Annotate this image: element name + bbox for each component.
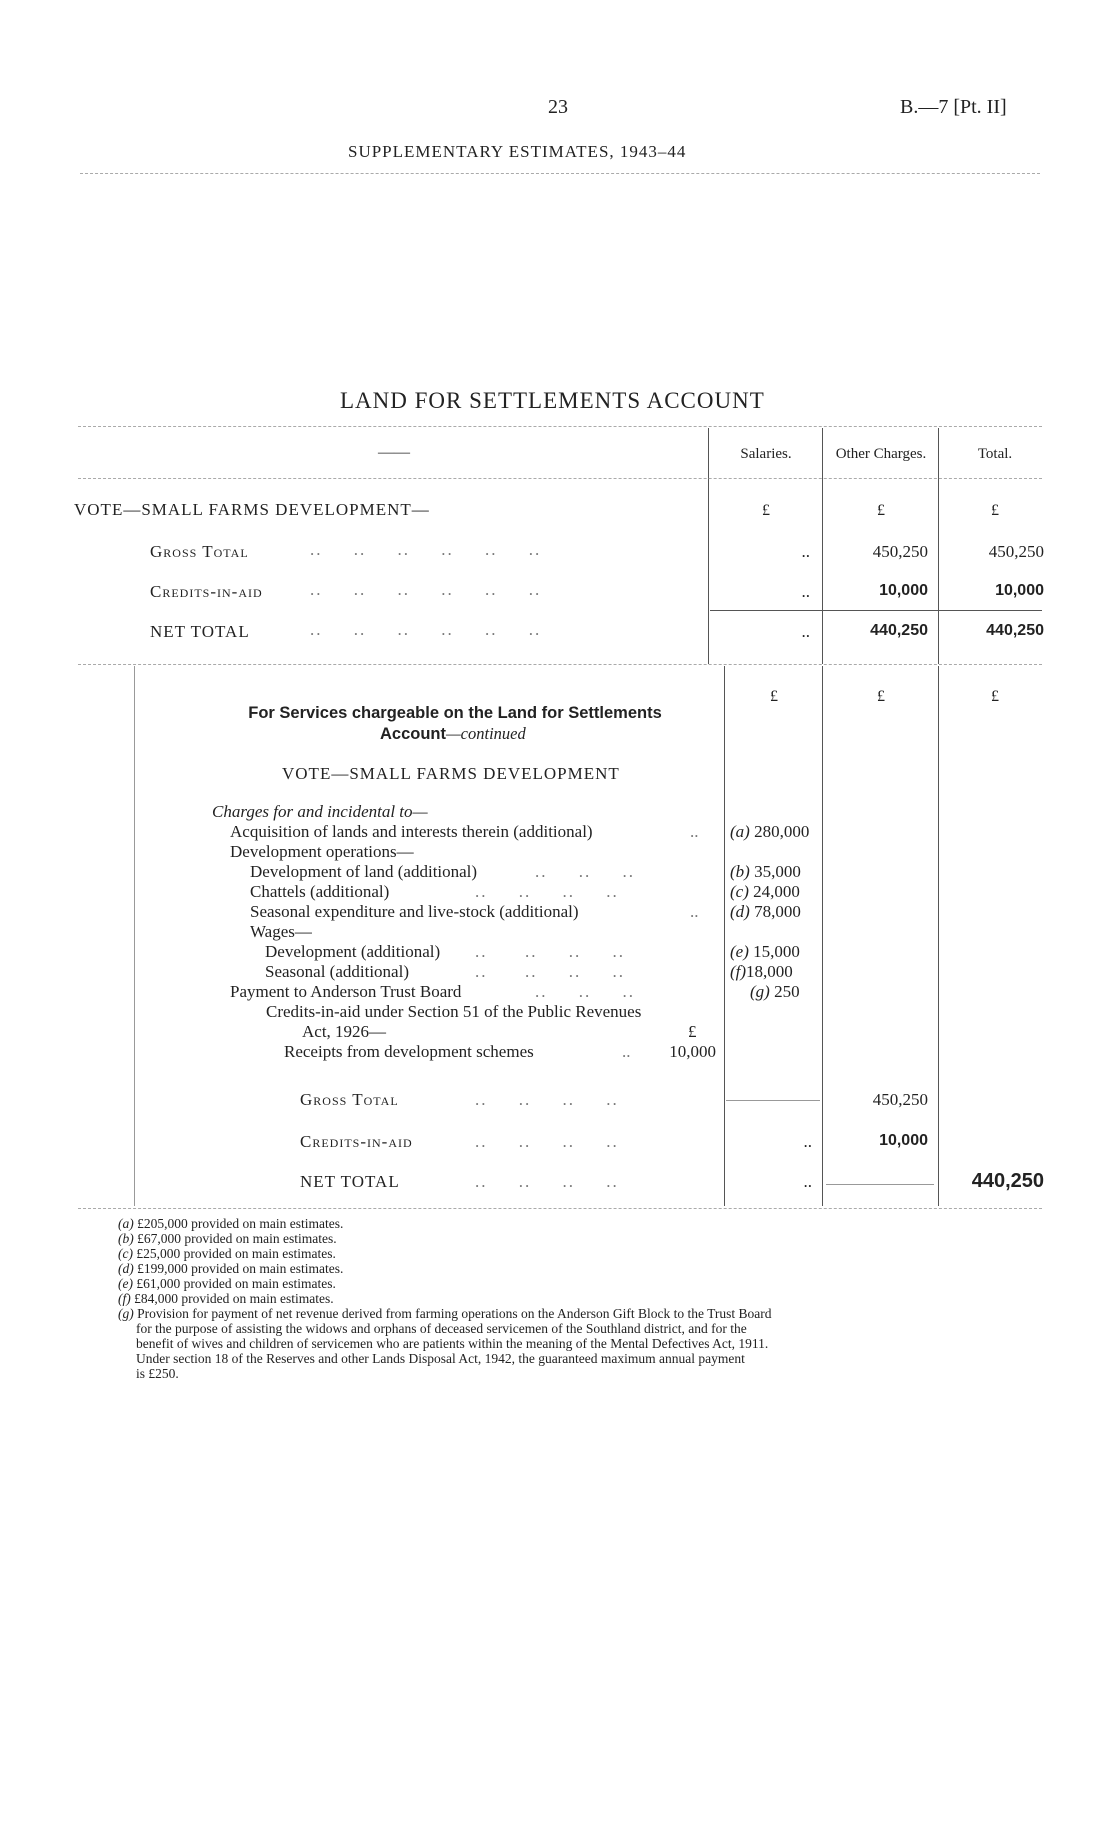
summary-gross-label: Gross Total <box>150 542 249 561</box>
item-anderson-ref: (g) <box>750 982 770 1001</box>
item-seasonal-expenditure-ref: (d) <box>730 902 750 921</box>
item-wages-development-ref: (e) <box>730 942 749 961</box>
receipts-label: Receipts from development schemes <box>284 1042 534 1061</box>
summary-net-salaries: .. <box>801 622 810 641</box>
summary-currency-other: £ <box>877 502 885 519</box>
services-heading-continued: —continued <box>446 724 526 743</box>
detail-gross-leaders: .. .. .. .. <box>475 1090 619 1109</box>
footnote-g-line-3: benefit of wives and children of servicemen who are patients within the meaning of the Mental Defectives Act, 1911. <box>136 1336 769 1351</box>
footnote-e-mark: (e) <box>118 1276 133 1291</box>
detail-net-leaders: .. .. .. .. <box>475 1172 619 1191</box>
item-anderson-value: 250 <box>774 982 800 1001</box>
summary-net-label: NET TOTAL <box>150 622 250 641</box>
summary-gross-total: 450,250 <box>988 542 1044 561</box>
detail-gross-label: Gross Total <box>300 1090 399 1109</box>
services-heading-line-1: For Services chargeable on the Land for Settlements <box>248 704 662 722</box>
footnote-c <box>118 1246 336 1261</box>
item-wages-seasonal-label: Seasonal (additional) <box>265 962 409 981</box>
summary-net-total: 440,250 <box>986 622 1044 639</box>
header-rule <box>80 173 1040 174</box>
item-anderson-amount <box>750 982 800 1002</box>
credits-line-1: Credits-in-aid under Section 51 of the Public Revenues <box>266 1002 642 1021</box>
column-header-salaries: Salaries. <box>740 446 792 462</box>
detail-currency-salaries: £ <box>770 688 778 705</box>
detail-net-salaries: .. <box>803 1172 812 1191</box>
item-anderson-leaders: .. .. .. <box>535 982 635 1001</box>
detail-net-label: NET TOTAL <box>300 1172 400 1191</box>
item-seasonal-expenditure-amount <box>730 902 801 922</box>
item-acquisition-amount <box>730 822 809 842</box>
summary-bottom-rule <box>78 664 1042 665</box>
summary-credits-leaders: .. .. .. .. .. .. <box>310 580 542 599</box>
footnote-a-mark: (a) <box>118 1216 134 1231</box>
credits-currency: £ <box>688 1022 697 1041</box>
column-header-total: Total. <box>977 446 1013 462</box>
item-wages-development-value: 15,000 <box>753 942 800 961</box>
footnote-b-text: £67,000 provided on main estimates. <box>137 1231 337 1246</box>
detail-currency-total: £ <box>991 688 999 705</box>
summary-currency-total: £ <box>991 502 999 519</box>
detail-gross-other: 450,250 <box>872 1090 928 1109</box>
column-header-other-charges: Other Charges. <box>835 446 927 462</box>
summary-subtotal-rule <box>710 610 1042 611</box>
summary-top-rule <box>78 426 1042 427</box>
summary-divider-3 <box>938 428 939 664</box>
page-number: 23 <box>548 96 568 118</box>
footnote-c-mark: (c) <box>118 1246 133 1261</box>
detail-divider-3 <box>938 666 939 1206</box>
detail-divider-2 <box>822 666 823 1206</box>
receipts-leaders: .. <box>622 1042 631 1061</box>
summary-gross-other: 450,250 <box>872 542 928 561</box>
detail-credits-leaders: .. .. .. .. <box>475 1132 619 1151</box>
footnote-b-mark: (b) <box>118 1231 134 1246</box>
detail-net-total: 440,250 <box>971 1170 1044 1192</box>
detail-vote-heading: VOTE—SMALL FARMS DEVELOPMENT <box>282 764 620 783</box>
item-chattels-amount <box>730 882 800 902</box>
item-acquisition-ref: (a) <box>730 822 750 841</box>
footnote-d-text: £199,000 provided on main estimates. <box>137 1261 344 1276</box>
charges-heading: Charges for and incidental to— <box>212 802 428 821</box>
item-wages-label: Wages— <box>250 922 312 941</box>
item-wages-development-leaders: .. .. .. .. <box>475 942 625 961</box>
footnote-a-text: £205,000 provided on main estimates. <box>137 1216 344 1231</box>
summary-net-other: 440,250 <box>870 622 928 639</box>
detail-gross-rule <box>726 1100 820 1101</box>
item-chattels-label: Chattels (additional) <box>250 882 390 901</box>
footnote-e <box>118 1276 336 1291</box>
item-wages-development-label: Development (additional) <box>265 942 441 961</box>
detail-credits-other: 10,000 <box>879 1132 928 1149</box>
item-development-land-value: 35,000 <box>754 862 801 881</box>
summary-currency-salaries: £ <box>762 502 770 519</box>
item-wages-seasonal-ref: (f) <box>730 962 747 981</box>
services-heading-line-2 <box>380 724 526 744</box>
item-acquisition-leaders: .. <box>690 822 699 841</box>
item-chattels-ref: (c) <box>730 882 749 901</box>
footnote-f <box>118 1291 334 1306</box>
item-seasonal-expenditure-leaders: .. <box>690 902 699 921</box>
detail-credits-label: Credits-in-aid <box>300 1132 413 1151</box>
item-chattels-leaders: .. .. .. .. <box>475 882 619 901</box>
summary-gross-salaries: .. <box>801 542 810 561</box>
item-development-land-amount <box>730 862 801 882</box>
detail-credits-salaries: .. <box>803 1132 812 1151</box>
footnote-f-text: £84,000 provided on main estimates. <box>134 1291 334 1306</box>
item-development-operations-label: Development operations— <box>230 842 414 861</box>
footnote-d <box>118 1261 343 1276</box>
summary-divider-1 <box>708 428 709 664</box>
footnote-g-text-1: Provision for payment of net revenue derived from farming operations on the Anderson Gift Block to the Trust Board <box>137 1306 772 1321</box>
detail-bottom-rule <box>78 1208 1042 1209</box>
item-development-land-label: Development of land (additional) <box>250 862 478 881</box>
footnote-f-mark: (f) <box>118 1291 131 1306</box>
detail-divider-1 <box>724 666 725 1206</box>
footnote-g-line-4: Under section 18 of the Reserves and other Lands Disposal Act, 1942, the guaranteed maximum annual payment <box>136 1351 745 1366</box>
item-wages-seasonal-leaders: .. .. .. .. <box>475 962 625 981</box>
item-seasonal-expenditure-label: Seasonal expenditure and live-stock (additional) <box>250 902 579 921</box>
item-wages-seasonal-amount <box>730 962 793 982</box>
item-development-land-ref: (b) <box>730 862 750 881</box>
footnote-g-line-2: for the purpose of assisting the widows and orphans of deceased servicemen of the Southland district, and for the <box>136 1321 747 1336</box>
item-seasonal-expenditure-value: 78,000 <box>754 902 801 921</box>
summary-credits-salaries: .. <box>801 582 810 601</box>
account-title: LAND FOR SETTLEMENTS ACCOUNT <box>340 388 765 413</box>
receipts-amount: 10,000 <box>669 1042 716 1061</box>
item-wages-development-amount <box>730 942 800 962</box>
footnote-c-text: £25,000 provided on main estimates. <box>136 1246 336 1261</box>
item-chattels-value: 24,000 <box>753 882 800 901</box>
footnote-d-mark: (d) <box>118 1261 134 1276</box>
summary-credits-other: 10,000 <box>879 582 928 599</box>
summary-credits-label: Credits-in-aid <box>150 582 263 601</box>
footnote-g-mark: (g) <box>118 1306 134 1321</box>
item-acquisition-label: Acquisition of lands and interests therein (additional) <box>230 822 593 841</box>
footnote-a <box>118 1216 343 1231</box>
summary-dash: —— <box>378 444 410 461</box>
item-acquisition-value: 280,000 <box>754 822 810 841</box>
services-heading-account: Account <box>380 725 446 743</box>
item-development-land-leaders: .. .. .. <box>535 862 635 881</box>
document-reference: B.—7 [Pt. II] <box>900 96 1007 118</box>
detail-currency-other: £ <box>877 688 885 705</box>
summary-gross-leaders: .. .. .. .. .. .. <box>310 540 542 559</box>
credits-line-2: Act, 1926— <box>302 1022 387 1041</box>
footnote-b <box>118 1231 337 1246</box>
summary-net-leaders: .. .. .. .. .. .. <box>310 620 542 639</box>
summary-credits-total: 10,000 <box>995 582 1044 599</box>
footnote-e-text: £61,000 provided on main estimates. <box>136 1276 336 1291</box>
detail-net-rule <box>826 1184 934 1185</box>
running-title: SUPPLEMENTARY ESTIMATES, 1943–44 <box>348 142 687 161</box>
item-anderson-label: Payment to Anderson Trust Board <box>230 982 462 1001</box>
footnote-g-line-5: is £250. <box>136 1366 179 1381</box>
footnote-g-line-1 <box>118 1306 772 1321</box>
summary-vote-heading: VOTE—SMALL FARMS DEVELOPMENT— <box>74 500 430 519</box>
detail-left-border <box>134 666 135 1206</box>
summary-header-rule <box>78 478 1042 479</box>
item-wages-seasonal-value: 18,000 <box>746 962 793 981</box>
summary-divider-2 <box>822 428 823 664</box>
